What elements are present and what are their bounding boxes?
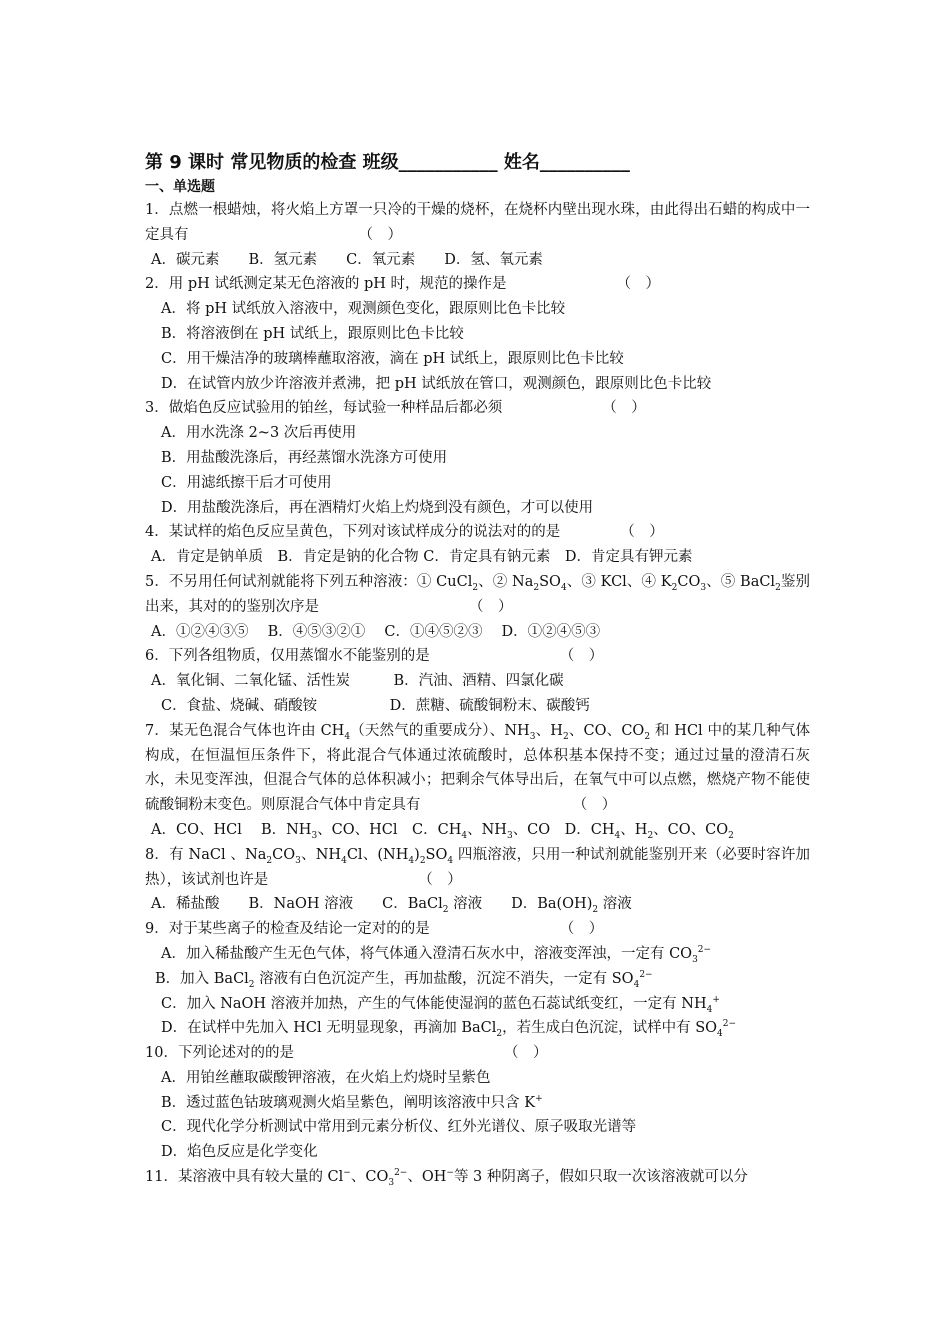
option-text: 、H [620,821,648,838]
question-3-stem: 3．做焰色反应试验用的铂丝，每试验一种样品后都必须 [145,400,503,417]
question-4-stem: 4．某试样的焰色反应呈黄色，下列对该试样成分的说法对的的是 [145,524,561,541]
option-text: 、NH [467,821,507,838]
answer-blank: （ ） [559,648,604,665]
question-5 [145,570,810,620]
question-2-option-c: C．用干燥洁净的玻璃棒蘸取溶液，滴在 pH 试纸上，跟原则比色卡比较 [161,350,624,367]
option-text: D．在试样中先加入 HCl 无明显现象，再滴加 BaCl [161,1020,497,1037]
question-11-stem: 11．某溶液中具有较大量的 Cl [145,1169,344,1186]
option-text: C．加入 NaOH 溶液并加热，产生的气体能使湿润的蓝色石蕊试纸变红，一定有 NH [161,995,707,1012]
subscript: 2 [562,731,569,742]
question-1 [145,198,810,248]
question-6 [145,644,810,669]
question-9-option-b [145,967,810,992]
question-4-options: A．肯定是钠单质 B．肯定是钠的化合物 C．肯定具有钠元素 D．肯定具有钾元素 [151,549,693,566]
question-5-stem: 5．不另用任何试剂就能将下列五种溶液：① CuCl [145,573,473,590]
superscript: 2− [639,969,653,980]
subscript: 2 [592,905,599,916]
question-8-stem: ) [414,846,420,863]
question-7-stem: （天然气的重要成分）、NH [350,722,530,739]
subscript: 3 [388,1177,395,1188]
question-10-option-c: C．现代化学分析测试中常用到元素分析仪、红外光谱仪、原子吸取光谱等 [161,1119,637,1136]
answer-blank: （ ） [503,1045,548,1062]
subscript: 4 [717,1029,723,1040]
question-8-options [145,892,810,917]
subscript: 2 [775,582,781,593]
question-3-option-b: B．用盐酸洗涤后，再经蒸馏水洗涤方可使用 [161,449,448,466]
question-5-stem: 鉴别出来，其对的的鉴别次序是 [145,573,810,615]
exam-content [145,150,810,1190]
subscript: 2 [728,830,734,841]
subscript: 2 [533,582,540,593]
question-8-stem: SO [425,846,448,863]
subscript: 3 [506,830,513,841]
question-9-option-d [145,1016,810,1041]
question-9-option-c [145,992,810,1017]
subscript: 4 [461,830,468,841]
question-2-option-a: A．将 pH 试纸放入溶液中，观测颜色变化，跟原则比色卡比较 [161,301,566,318]
question-3-option-a: A．用水洗涤 2~3 次后再使用 [161,425,357,442]
superscript: + [535,1093,543,1104]
option-text: 、CO、HCl C．CH [317,821,462,838]
answer-blank: （ ） [616,276,661,293]
question-8-stem: Cl、(NH [346,846,409,863]
question-2 [145,272,810,297]
option-text: 溶液有白色沉淀产生，再加盐酸，沉淀不消失，一定有 SO [254,970,634,987]
question-2-option-d: D．在试管内放少许溶液并煮沸，把 pH 试纸放在管口，观测颜色，跟原则比色卡比较 [161,375,712,392]
question-2-stem: 2．用 pH 试纸测定某无色溶液的 pH 时，规范的操作是 [145,276,507,293]
option-text: B．透过蓝色钴玻璃观测火焰呈紫色，阐明该溶液中只含 K [161,1094,536,1111]
question-8-stem: CO [272,846,296,863]
option-text: 溶液 D．Ba(OH) [448,896,593,913]
question-2-option-b: B．将溶液倒在 pH 试纸上，跟原则比色卡比较 [161,325,464,342]
option-text: 、CO、CO [653,821,729,838]
subscript: 4 [706,1004,713,1015]
question-3-option-c: C．用滤纸擦干后才可使用 [161,474,332,491]
question-7 [145,719,810,818]
subscript: 2 [671,582,678,593]
subscript: 2 [419,855,426,866]
question-8-stem: 8．有 NaCl 、Na [145,846,267,863]
subscript: 4 [560,582,567,593]
subscript: 4 [614,830,621,841]
question-11-stem: 、OH [407,1169,447,1186]
section-heading: 一、单选题 [145,179,215,195]
option-text: 、CO D．CH [512,821,615,838]
question-10-option-b [145,1091,810,1116]
question-6-options-cd: C．食盐、烧碱、硝酸铵 D．蔗糖、硫酸铜粉末、碳酸钙 [161,697,590,714]
subscript: 3 [295,855,301,866]
subscript: 3 [692,954,698,965]
subscript: 4 [408,855,415,866]
question-3 [145,396,810,421]
question-11-stem: 等 3 种阴离子，假如只取一次该溶液就可以分 [453,1169,748,1186]
subscript: 2 [496,1029,503,1040]
question-8-stem: 四瓶溶液，只用一种试剂就能鉴别开来（必要时容许加热），该试剂也许是 [145,846,811,888]
question-7-stem: 、H [535,722,563,739]
question-8 [145,843,810,893]
subscript: 4 [341,855,347,866]
question-7-stem: 和 HCl 中的某几种气体构成，在恒温恒压条件下，将此混合气体通过浓硫酸时，总体积基本保持不变；通过过量的澄清石灰水，未见变浑浊，但混合气体的总体积减小；把剩余气体导出后，在氧气中可以点燃，燃烧产物不能使硫酸铜粉末变色。则原混合气体中肯定具有 （ ） [145,722,810,814]
question-9-stem: 9．对于某些离子的检查及结论一定对的的是 [145,921,430,938]
question-6-stem: 6．下列各组物质，仅用蒸馏水不能鉴别的是 [145,648,430,665]
subscript: 3 [311,830,318,841]
superscript: 2− [722,1019,737,1030]
question-10 [145,1041,810,1066]
option-text: A．加入稀盐酸产生无色气体，将气体通入澄清石灰水中，溶液变浑浊，一定有 CO [161,945,693,962]
question-5-stem: 、⑤ BaCl [706,573,776,590]
option-text: B．加入 BaCl [155,970,249,987]
answer-blank: （ ） [559,921,604,938]
option-text: 溶液 [598,896,632,913]
subscript: 4 [633,979,640,990]
question-5-stem: 、③ KCl、④ K [566,573,672,590]
answer-blank: （ ） [620,524,664,541]
question-4 [145,520,810,545]
answer-blank: （ ） [469,598,513,615]
question-5-stem: CO [677,573,701,590]
subscript: 4 [344,731,351,742]
subscript: 3 [529,731,536,742]
subscript: 2 [472,582,479,593]
question-10-stem: 10．下列论述对的的是 [145,1045,294,1062]
option-text: A．CO、HCl B．NH [151,821,312,838]
question-9-option-a [145,942,810,967]
question-5-options: A．①②④③⑤ B．④⑤③②① C．①④⑤②③ D．①②④⑤③ [151,623,601,640]
question-6-options-ab: A．氧化铜、二氧化锰、活性炭 B．汽油、酒精、四氯化碳 [151,673,564,690]
superscript: − [446,1168,454,1179]
subscript: 2 [266,855,273,866]
subscript: 2 [442,905,449,916]
question-11-stem: 、CO [350,1169,389,1186]
question-9 [145,917,810,942]
option-text: ，若生成白色沉淀，试样中有 SO [502,1020,718,1037]
question-3-option-d: D．用盐酸洗涤后，再在酒精灯火焰上灼烧到没有颜色，才可以使用 [161,499,594,516]
question-5-stem: 、② Na [478,573,534,590]
answer-blank: （ ） [602,400,646,417]
option-text: A．稀盐酸 B．NaOH 溶液 C．BaCl [151,896,443,913]
answer-blank: （ ） [358,226,402,243]
subscript: 4 [447,855,454,866]
question-1-options: A．碳元素 B．氢元素 C．氧元素 D．氢、氧元素 [151,251,543,268]
question-1-stem: 1．点燃一根蜡烛，将火焰上方罩一只冷的干燥的烧杯，在烧杯内壁出现水珠，由此得出石蜡的构成中一定具有 [145,202,810,243]
question-7-stem: 、CO、CO [568,722,645,739]
superscript: − [343,1168,351,1179]
question-10-option-a: A．用铂丝蘸取碳酸钾溶液，在火焰上灼烧时呈紫色 [161,1069,491,1086]
page-title: 第 9 课时 常见物质的检查 班级___________ 姓名__________ [145,152,630,173]
question-11 [145,1165,810,1190]
question-8-stem: 、NH [300,846,342,863]
subscript: 2 [647,830,654,841]
question-10-option-d: D．焰色反应是化学变化 [161,1144,318,1161]
subscript: 3 [700,582,707,593]
answer-blank: （ ） [418,871,462,888]
subscript: 2 [248,979,255,990]
superscript: + [712,994,720,1005]
question-7-stem: 7．某无色混合气体也许由 CH [145,722,345,739]
question-5-stem: SO [539,573,561,590]
superscript: 2− [394,1168,408,1179]
superscript: 2− [697,945,712,956]
subscript: 2 [644,731,651,742]
question-7-options [145,818,810,843]
